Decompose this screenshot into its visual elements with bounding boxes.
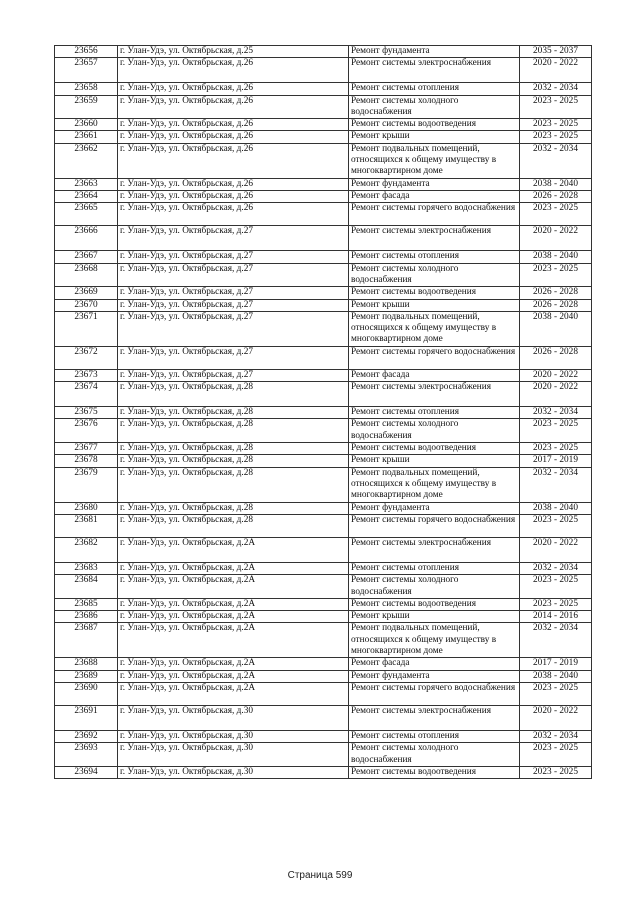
address-cell: г. Улан-Удэ, ул. Октябрьская, д.30 [118, 743, 349, 767]
record-id-cell: 23683 [55, 562, 118, 574]
record-id-cell: 23672 [55, 346, 118, 369]
table-row [55, 623, 592, 658]
work-type-cell: Ремонт системы электроснабжения [349, 58, 520, 83]
work-type-cell: Ремонт системы холодного водоснабжения [349, 743, 520, 767]
address-cell: г. Улан-Удэ, ул. Октябрьская, д.2А [118, 575, 349, 599]
work-type-cell: Ремонт системы водоотведения [349, 598, 520, 610]
period-cell: 2026 - 2028 [520, 346, 592, 369]
table-row [55, 203, 592, 226]
record-id-cell: 23680 [55, 502, 118, 514]
address-cell: г. Улан-Удэ, ул. Октябрьская, д.28 [118, 443, 349, 455]
period-cell: 2020 - 2022 [520, 537, 592, 562]
work-type-cell: Ремонт системы водоотведения [349, 287, 520, 299]
table-row [55, 131, 592, 143]
period-cell: 2032 - 2034 [520, 467, 592, 502]
address-cell: г. Улан-Удэ, ул. Октябрьская, д.28 [118, 419, 349, 443]
table-row [55, 731, 592, 743]
work-type-cell: Ремонт фасада [349, 191, 520, 203]
record-id-cell: 23666 [55, 226, 118, 251]
period-cell: 2023 - 2025 [520, 203, 592, 226]
work-type-cell: Ремонт системы электроснабжения [349, 706, 520, 731]
period-cell: 2032 - 2034 [520, 562, 592, 574]
address-cell: г. Улан-Удэ, ул. Октябрьская, д.2А [118, 562, 349, 574]
record-id-cell: 23676 [55, 419, 118, 443]
work-type-cell: Ремонт подвальных помещений, относящихся к общему имуществу в многоквартирном доме [349, 143, 520, 178]
period-cell: 2020 - 2022 [520, 706, 592, 731]
period-cell: 2038 - 2040 [520, 311, 592, 346]
table-row [55, 467, 592, 502]
address-cell: г. Улан-Удэ, ул. Октябрьская, д.25 [118, 46, 349, 58]
work-type-cell: Ремонт фундамента [349, 502, 520, 514]
table-row [55, 683, 592, 706]
address-cell: г. Улан-Удэ, ул. Октябрьская, д.2А [118, 658, 349, 670]
period-cell: 2023 - 2025 [520, 683, 592, 706]
address-cell: г. Улан-Удэ, ул. Октябрьская, д.28 [118, 502, 349, 514]
work-type-cell: Ремонт фасада [349, 369, 520, 381]
record-id-cell: 23686 [55, 611, 118, 623]
period-cell: 2014 - 2016 [520, 611, 592, 623]
address-cell: г. Улан-Удэ, ул. Октябрьская, д.2А [118, 683, 349, 706]
record-id-cell: 23665 [55, 203, 118, 226]
table-row [55, 562, 592, 574]
address-cell: г. Улан-Удэ, ул. Октябрьская, д.27 [118, 369, 349, 381]
repair-schedule-table [54, 45, 592, 779]
address-cell: г. Улан-Удэ, ул. Октябрьская, д.30 [118, 706, 349, 731]
work-type-cell: Ремонт крыши [349, 455, 520, 467]
period-cell: 2020 - 2022 [520, 369, 592, 381]
table-row [55, 287, 592, 299]
period-cell: 2017 - 2019 [520, 455, 592, 467]
address-cell: г. Улан-Удэ, ул. Октябрьская, д.2А [118, 598, 349, 610]
work-type-cell: Ремонт фундамента [349, 670, 520, 682]
work-type-cell: Ремонт системы горячего водоснабжения [349, 683, 520, 706]
period-cell: 2023 - 2025 [520, 119, 592, 131]
period-cell: 2038 - 2040 [520, 178, 592, 190]
work-type-cell: Ремонт системы водоотведения [349, 443, 520, 455]
table-row [55, 83, 592, 95]
record-id-cell: 23660 [55, 119, 118, 131]
record-id-cell: 23684 [55, 575, 118, 599]
table-row [55, 346, 592, 369]
work-type-cell: Ремонт системы водоотведения [349, 119, 520, 131]
table-row [55, 455, 592, 467]
record-id-cell: 23673 [55, 369, 118, 381]
table-row [55, 611, 592, 623]
address-cell: г. Улан-Удэ, ул. Октябрьская, д.26 [118, 131, 349, 143]
period-cell: 2023 - 2025 [520, 419, 592, 443]
work-type-cell: Ремонт подвальных помещений, относящихся к общему имуществу в многоквартирном доме [349, 623, 520, 658]
record-id-cell: 23692 [55, 731, 118, 743]
address-cell: г. Улан-Удэ, ул. Октябрьская, д.30 [118, 731, 349, 743]
record-id-cell: 23674 [55, 382, 118, 407]
work-type-cell: Ремонт системы электроснабжения [349, 537, 520, 562]
record-id-cell: 23691 [55, 706, 118, 731]
address-cell: г. Улан-Удэ, ул. Октябрьская, д.26 [118, 178, 349, 190]
work-type-cell: Ремонт подвальных помещений, относящихся к общему имуществу в многоквартирном доме [349, 467, 520, 502]
work-type-cell: Ремонт крыши [349, 131, 520, 143]
work-type-cell: Ремонт системы горячего водоснабжения [349, 346, 520, 369]
table-body [55, 46, 592, 779]
period-cell: 2032 - 2034 [520, 407, 592, 419]
record-id-cell: 23663 [55, 178, 118, 190]
period-cell: 2023 - 2025 [520, 95, 592, 119]
period-cell: 2023 - 2025 [520, 598, 592, 610]
record-id-cell: 23685 [55, 598, 118, 610]
period-cell: 2023 - 2025 [520, 514, 592, 537]
work-type-cell: Ремонт крыши [349, 611, 520, 623]
address-cell: г. Улан-Удэ, ул. Октябрьская, д.28 [118, 407, 349, 419]
work-type-cell: Ремонт системы отопления [349, 83, 520, 95]
period-cell: 2023 - 2025 [520, 443, 592, 455]
table-row [55, 46, 592, 58]
period-cell: 2023 - 2025 [520, 131, 592, 143]
record-id-cell: 23693 [55, 743, 118, 767]
record-id-cell: 23689 [55, 670, 118, 682]
period-cell: 2026 - 2028 [520, 299, 592, 311]
work-type-cell: Ремонт системы электроснабжения [349, 382, 520, 407]
address-cell: г. Улан-Удэ, ул. Октябрьская, д.27 [118, 287, 349, 299]
table-row [55, 58, 592, 83]
address-cell: г. Улан-Удэ, ул. Октябрьская, д.26 [118, 58, 349, 83]
work-type-cell: Ремонт фундамента [349, 178, 520, 190]
period-cell: 2020 - 2022 [520, 58, 592, 83]
address-cell: г. Улан-Удэ, ул. Октябрьская, д.2А [118, 623, 349, 658]
address-cell: г. Улан-Удэ, ул. Октябрьская, д.30 [118, 766, 349, 778]
period-cell: 2032 - 2034 [520, 143, 592, 178]
address-cell: г. Улан-Удэ, ул. Октябрьская, д.28 [118, 467, 349, 502]
address-cell: г. Улан-Удэ, ул. Октябрьская, д.28 [118, 455, 349, 467]
address-cell: г. Улан-Удэ, ул. Октябрьская, д.2А [118, 611, 349, 623]
record-id-cell: 23679 [55, 467, 118, 502]
period-cell: 2023 - 2025 [520, 766, 592, 778]
address-cell: г. Улан-Удэ, ул. Октябрьская, д.28 [118, 382, 349, 407]
table-row [55, 743, 592, 767]
period-cell: 2032 - 2034 [520, 731, 592, 743]
table-row [55, 299, 592, 311]
table-row [55, 658, 592, 670]
record-id-cell: 23681 [55, 514, 118, 537]
work-type-cell: Ремонт системы электроснабжения [349, 226, 520, 251]
address-cell: г. Улан-Удэ, ул. Октябрьская, д.27 [118, 299, 349, 311]
work-type-cell: Ремонт фасада [349, 658, 520, 670]
table-row [55, 251, 592, 263]
address-cell: г. Улан-Удэ, ул. Октябрьская, д.2А [118, 670, 349, 682]
record-id-cell: 23687 [55, 623, 118, 658]
table-row [55, 407, 592, 419]
record-id-cell: 23678 [55, 455, 118, 467]
page-number: Страница 599 [287, 870, 353, 881]
period-cell: 2038 - 2040 [520, 251, 592, 263]
table-row [55, 263, 592, 287]
record-id-cell: 23668 [55, 263, 118, 287]
period-cell: 2038 - 2040 [520, 502, 592, 514]
record-id-cell: 23656 [55, 46, 118, 58]
record-id-cell: 23677 [55, 443, 118, 455]
table-row [55, 191, 592, 203]
work-type-cell: Ремонт крыши [349, 299, 520, 311]
record-id-cell: 23661 [55, 131, 118, 143]
work-type-cell: Ремонт системы водоотведения [349, 766, 520, 778]
work-type-cell: Ремонт фундамента [349, 46, 520, 58]
period-cell: 2026 - 2028 [520, 287, 592, 299]
address-cell: г. Улан-Удэ, ул. Октябрьская, д.26 [118, 191, 349, 203]
table-row [55, 369, 592, 381]
period-cell: 2023 - 2025 [520, 743, 592, 767]
record-id-cell: 23664 [55, 191, 118, 203]
period-cell: 2017 - 2019 [520, 658, 592, 670]
table-row [55, 311, 592, 346]
record-id-cell: 23658 [55, 83, 118, 95]
table-row [55, 382, 592, 407]
table-row [55, 419, 592, 443]
period-cell: 2023 - 2025 [520, 263, 592, 287]
record-id-cell: 23675 [55, 407, 118, 419]
address-cell: г. Улан-Удэ, ул. Октябрьская, д.26 [118, 95, 349, 119]
table-row [55, 514, 592, 537]
work-type-cell: Ремонт системы отопления [349, 562, 520, 574]
work-type-cell: Ремонт системы отопления [349, 731, 520, 743]
table-row [55, 226, 592, 251]
address-cell: г. Улан-Удэ, ул. Октябрьская, д.27 [118, 311, 349, 346]
record-id-cell: 23669 [55, 287, 118, 299]
record-id-cell: 23667 [55, 251, 118, 263]
work-type-cell: Ремонт системы горячего водоснабжения [349, 514, 520, 537]
period-cell: 2020 - 2022 [520, 226, 592, 251]
table-row [55, 502, 592, 514]
record-id-cell: 23690 [55, 683, 118, 706]
address-cell: г. Улан-Удэ, ул. Октябрьская, д.26 [118, 83, 349, 95]
period-cell: 2026 - 2028 [520, 191, 592, 203]
table-row [55, 766, 592, 778]
address-cell: г. Улан-Удэ, ул. Октябрьская, д.26 [118, 119, 349, 131]
table-row [55, 598, 592, 610]
record-id-cell: 23671 [55, 311, 118, 346]
work-type-cell: Ремонт подвальных помещений, относящихся к общему имуществу в многоквартирном доме [349, 311, 520, 346]
address-cell: г. Улан-Удэ, ул. Октябрьская, д.27 [118, 226, 349, 251]
period-cell: 2032 - 2034 [520, 83, 592, 95]
record-id-cell: 23682 [55, 537, 118, 562]
work-type-cell: Ремонт системы холодного водоснабжения [349, 263, 520, 287]
record-id-cell: 23659 [55, 95, 118, 119]
record-id-cell: 23670 [55, 299, 118, 311]
period-cell: 2032 - 2034 [520, 623, 592, 658]
table-row [55, 95, 592, 119]
address-cell: г. Улан-Удэ, ул. Октябрьская, д.27 [118, 263, 349, 287]
period-cell: 2023 - 2025 [520, 575, 592, 599]
table-row [55, 706, 592, 731]
address-cell: г. Улан-Удэ, ул. Октябрьская, д.2А [118, 537, 349, 562]
table-row [55, 575, 592, 599]
address-cell: г. Улан-Удэ, ул. Октябрьская, д.26 [118, 203, 349, 226]
table-row [55, 143, 592, 178]
table-row [55, 178, 592, 190]
period-cell: 2020 - 2022 [520, 382, 592, 407]
work-type-cell: Ремонт системы отопления [349, 251, 520, 263]
period-cell: 2035 - 2037 [520, 46, 592, 58]
record-id-cell: 23657 [55, 58, 118, 83]
table-row [55, 670, 592, 682]
work-type-cell: Ремонт системы холодного водоснабжения [349, 95, 520, 119]
record-id-cell: 23694 [55, 766, 118, 778]
table-row [55, 119, 592, 131]
address-cell: г. Улан-Удэ, ул. Октябрьская, д.26 [118, 143, 349, 178]
table-row [55, 537, 592, 562]
work-type-cell: Ремонт системы отопления [349, 407, 520, 419]
work-type-cell: Ремонт системы горячего водоснабжения [349, 203, 520, 226]
address-cell: г. Улан-Удэ, ул. Октябрьская, д.28 [118, 514, 349, 537]
record-id-cell: 23688 [55, 658, 118, 670]
period-cell: 2038 - 2040 [520, 670, 592, 682]
table-row [55, 443, 592, 455]
record-id-cell: 23662 [55, 143, 118, 178]
work-type-cell: Ремонт системы холодного водоснабжения [349, 575, 520, 599]
work-type-cell: Ремонт системы холодного водоснабжения [349, 419, 520, 443]
address-cell: г. Улан-Удэ, ул. Октябрьская, д.27 [118, 251, 349, 263]
address-cell: г. Улан-Удэ, ул. Октябрьская, д.27 [118, 346, 349, 369]
